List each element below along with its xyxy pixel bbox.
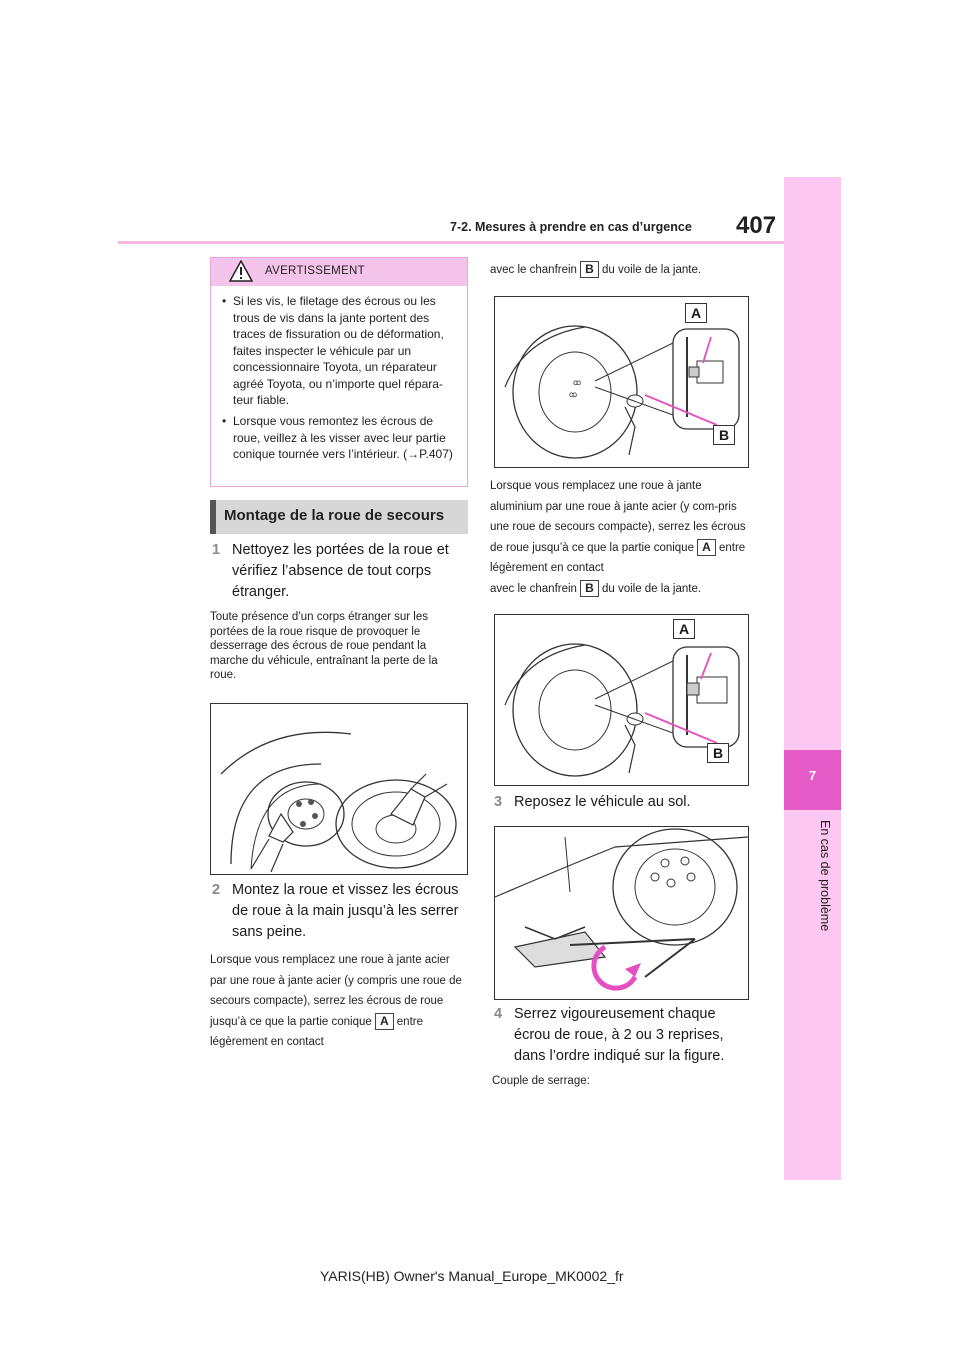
step-text: Serrez vigoureusement chaque écrou de roue, à 2 ou 3 reprises, dans l’ordre indiqué sur la figure. <box>514 1006 725 1064</box>
figure-clean-wheel <box>210 703 468 875</box>
figure-steel-nut <box>494 296 749 468</box>
steel-rim-note-text: Lorsque vous remplacez une roue à jante acier par une roue à jante acier (y compris une roue de secours compacte), serrez les écrous de roue jusqu’à ce que la partie <box>210 954 462 1028</box>
step-4 <box>494 1004 752 1067</box>
alu-rim-note-chamfer: avec le chanfrein <box>490 582 577 595</box>
step-2 <box>212 880 462 943</box>
section-heading: Montage de la roue de secours <box>224 507 445 524</box>
warning-item: • Lorsque vous remontez les écrous de roue, veillez à les visser avec leur partie conique tournée vers l’intérieur. (→P.407) <box>222 413 458 463</box>
alu-rim-note <box>490 476 752 599</box>
step-1-note: Toute présence d’un corps étranger sur les portées de la roue risque de provoquer le desserrage des écrous de roue pendant la marche du véhicule, entraînant la perte de la roue. <box>210 611 438 681</box>
warning-item-text: Si les vis, le filetage des écrous ou les trous de vis dans la jante portent des traces de fissuration ou de déformation, faites inspecter le véhicule par un concessionnaire Toyota, un réparateur agréé Toyota, ou n’importe quel répara-teur fiable. <box>233 294 444 407</box>
steel-rim-note-contact: entre légèrement en contact <box>210 1015 423 1048</box>
step-text: Montez la roue et vissez les écrous de roue à la main jusqu’à les serrer sans peine. <box>232 882 459 940</box>
steel-rim-note-cont <box>490 260 750 281</box>
warning-item: • Si les vis, le filetage des écrous ou les trous de vis dans la jante portent des traces de fissuration ou de déformation, faites inspecter le véhicule par un concessionnaire Toyota, un réparateur agréé Toyota, ou n’importe quel répara-teur fiable. <box>222 293 458 409</box>
warning-triangle-icon <box>229 260 253 282</box>
step-number: 2 <box>212 882 221 898</box>
label-b: B <box>580 261 599 278</box>
torque-label: Couple de serrage: <box>492 1075 590 1087</box>
steel-rim-note-conique: conique <box>331 1015 372 1028</box>
callout-b: B <box>713 425 735 445</box>
figure-lower-vehicle <box>494 826 749 1000</box>
section-header: 7-2. Mesures à prendre en cas d’urgence <box>450 220 692 234</box>
label-a: A <box>697 539 716 556</box>
step-number: 3 <box>494 794 503 810</box>
chapter-side-tab <box>784 177 841 1180</box>
chapter-number: 7 <box>808 768 817 783</box>
callout-b: B <box>707 743 729 763</box>
alu-rim-note-contact: entre légèrement en contact <box>490 541 746 574</box>
warning-item-text: Lorsque vous remontez les écrous de roue, veillez à les visser avec leur partie conique tournée vers l’intérieur. (→P.407) <box>233 414 453 461</box>
clean-wheel-illustration <box>211 704 467 874</box>
warning-title: AVERTISSEMENT <box>265 265 365 277</box>
label-b: B <box>580 580 599 597</box>
callout-a: A <box>685 303 707 323</box>
page-number: 407 <box>736 212 777 239</box>
figure-alu-nut <box>494 614 749 786</box>
chapter-label: En cas de problème <box>818 820 832 932</box>
header-divider <box>118 241 784 244</box>
section-heading-bar <box>210 500 216 534</box>
steel-rim-note-chamfer: avec le chanfrein <box>490 264 577 276</box>
alu-rim-note-text: Lorsque vous remplacez une roue à jante aluminium par une roue à jante acier (y com-pris une roue de secours compacte), serrez les écrous de roue jusqu’à ce que la partie <box>490 480 746 554</box>
steel-nut-illustration <box>495 297 748 467</box>
svg-text:ꝏ: ꝏ <box>569 390 578 399</box>
alu-rim-note-end: du voile de la jante. <box>601 582 702 595</box>
footer: YARIS(HB) Owner's Manual_Europe_MK0002_fr <box>320 1268 624 1284</box>
step-1 <box>212 540 462 603</box>
step-3 <box>494 792 752 813</box>
lower-vehicle-illustration <box>495 827 748 999</box>
steel-rim-note-end: du voile de la jante. <box>601 264 702 276</box>
alu-rim-note-conique: conique <box>653 541 694 554</box>
step-number: 1 <box>212 542 221 558</box>
step-text: Reposez le véhicule au sol. <box>514 794 691 810</box>
steel-rim-note <box>210 950 468 1053</box>
step-text: Nettoyez les portées de la roue et vérifiez l’absence de tout corps étranger. <box>232 542 449 600</box>
svg-text:ꝏ: ꝏ <box>573 378 582 387</box>
label-a: A <box>375 1013 394 1030</box>
step-number: 4 <box>494 1006 503 1022</box>
callout-a: A <box>673 619 695 639</box>
